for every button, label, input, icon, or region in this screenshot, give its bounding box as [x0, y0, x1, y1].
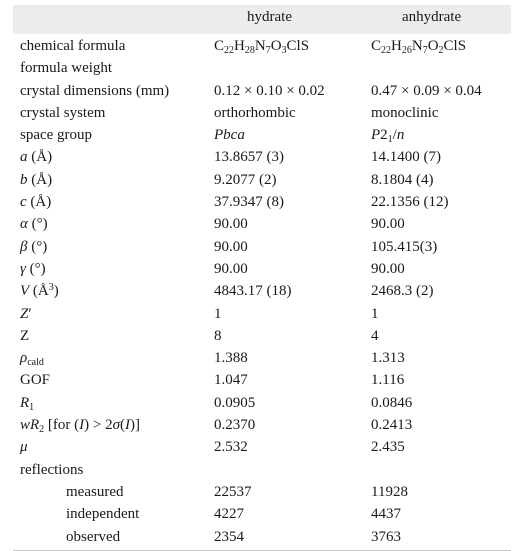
cell-anhydrate: 1 [371, 305, 379, 322]
row-beta [13, 236, 511, 258]
table-header [13, 5, 511, 34]
cell-anhydrate: 11928 [371, 483, 408, 500]
cell-hydrate: 0.0905 [214, 394, 256, 411]
row-space-group [13, 124, 511, 146]
cell-hydrate: Pbca [214, 127, 245, 144]
cell-anhydrate: $P2_1/n$ [371, 127, 405, 146]
row-mu [13, 436, 511, 458]
cell-anhydrate: 1.313 [371, 350, 405, 367]
row-label: α (°) [20, 216, 48, 233]
cell-hydrate: 13.8657 (3) [214, 149, 284, 166]
cell-hydrate: 9.2077 (2) [214, 171, 277, 188]
row-crystal-dimensions [13, 80, 511, 102]
cell-hydrate: 90.00 [214, 260, 248, 277]
row-label: $R_1$ [20, 394, 35, 413]
cell-anhydrate: 90.00 [371, 260, 405, 277]
row-rho-calcd [13, 347, 511, 369]
cell-anhydrate: 3763 [371, 528, 401, 545]
row-label: independent [66, 506, 140, 523]
row-label: Z [20, 327, 30, 344]
cell-anhydrate: 1.116 [371, 372, 405, 389]
row-label: $wR_2$ [for (I) > 2σ(I)] [20, 417, 141, 436]
cell-hydrate: 0.12 × 0.10 × 0.02 [214, 82, 325, 99]
row-label: γ (°) [20, 260, 46, 277]
row-wr2 [13, 414, 511, 436]
cell-hydrate: 1.047 [214, 372, 248, 389]
row-alpha [13, 213, 511, 235]
row-z-prime [13, 303, 511, 325]
cell-hydrate: orthorhombic [214, 104, 296, 121]
row-label: V $(Å^3)$ [20, 282, 59, 300]
cell-anhydrate: 0.2413 [371, 417, 413, 434]
row-z [13, 325, 511, 347]
row-independent [13, 503, 511, 525]
cell-hydrate: 4227 [214, 506, 244, 523]
cell-anhydrate: 2468.3 (2) [371, 283, 434, 300]
row-label: a (Å) [20, 149, 53, 166]
row-label: crystal dimensions (mm) [20, 82, 170, 99]
row-label: c (Å) [20, 194, 52, 211]
row-c [13, 191, 511, 213]
row-label: μ [20, 439, 28, 456]
row-label: β (°) [20, 238, 48, 255]
column-header-hydrate: hydrate [247, 9, 292, 25]
cell-anhydrate: 8.1804 (4) [371, 171, 434, 188]
cell-hydrate: 37.9347 (8) [214, 194, 284, 211]
row-formula-weight [13, 57, 511, 79]
cell-anhydrate: 14.1400 (7) [371, 149, 441, 166]
row-label: formula weight [20, 60, 113, 77]
row-label: measured [66, 483, 124, 500]
row-reflections [13, 459, 511, 481]
row-a [13, 146, 511, 168]
row-observed [13, 526, 511, 548]
row-gamma [13, 258, 511, 280]
crystal-data-table [13, 5, 511, 551]
row-label: Z′ [20, 305, 32, 322]
formula-anhydrate: $C_{22}H_{26}N_7O_2ClS$ [371, 38, 467, 56]
cell-anhydrate: 90.00 [371, 216, 405, 233]
row-measured [13, 481, 511, 503]
cell-anhydrate: 4 [371, 327, 379, 344]
row-b [13, 169, 511, 191]
cell-anhydrate: 105.415(3) [371, 238, 438, 255]
row-label: GOF [20, 372, 51, 389]
cell-anhydrate: 0.47 × 0.09 × 0.04 [371, 82, 482, 99]
row-volume [13, 280, 511, 302]
row-label: b (Å) [20, 171, 53, 188]
row-crystal-system [13, 102, 511, 124]
row-gof [13, 369, 511, 391]
row-chemical-formula [13, 35, 511, 57]
row-label: observed [66, 528, 121, 545]
cell-anhydrate: 0.0846 [371, 394, 413, 411]
column-header-anhydrate: anhydrate [402, 9, 462, 25]
row-r1 [13, 392, 511, 414]
cell-hydrate: 8 [214, 327, 222, 344]
cell-hydrate: 1 [214, 305, 222, 322]
cell-anhydrate: monoclinic [371, 104, 439, 121]
cell-hydrate: 22537 [214, 483, 252, 500]
row-label: reflections [20, 461, 84, 478]
cell-hydrate: 2354 [214, 528, 244, 545]
cell-hydrate: 90.00 [214, 238, 248, 255]
row-label: space group [20, 127, 93, 144]
row-label: $\rho_{cald}$ [20, 350, 44, 369]
cell-anhydrate: 4437 [371, 506, 401, 523]
cell-hydrate: 0.2370 [214, 417, 256, 434]
row-label: chemical formula [20, 38, 126, 54]
cell-hydrate: 1.388 [214, 350, 248, 367]
cell-anhydrate: 22.1356 (12) [371, 194, 449, 211]
formula-hydrate: $C_{22}H_{28}N_7O_3ClS$ [214, 38, 310, 56]
cell-hydrate: 90.00 [214, 216, 248, 233]
row-label: crystal system [20, 104, 106, 121]
cell-anhydrate: 2.435 [371, 439, 405, 456]
cell-hydrate: 2.532 [214, 439, 248, 456]
cell-hydrate: 4843.17 (18) [214, 283, 292, 300]
